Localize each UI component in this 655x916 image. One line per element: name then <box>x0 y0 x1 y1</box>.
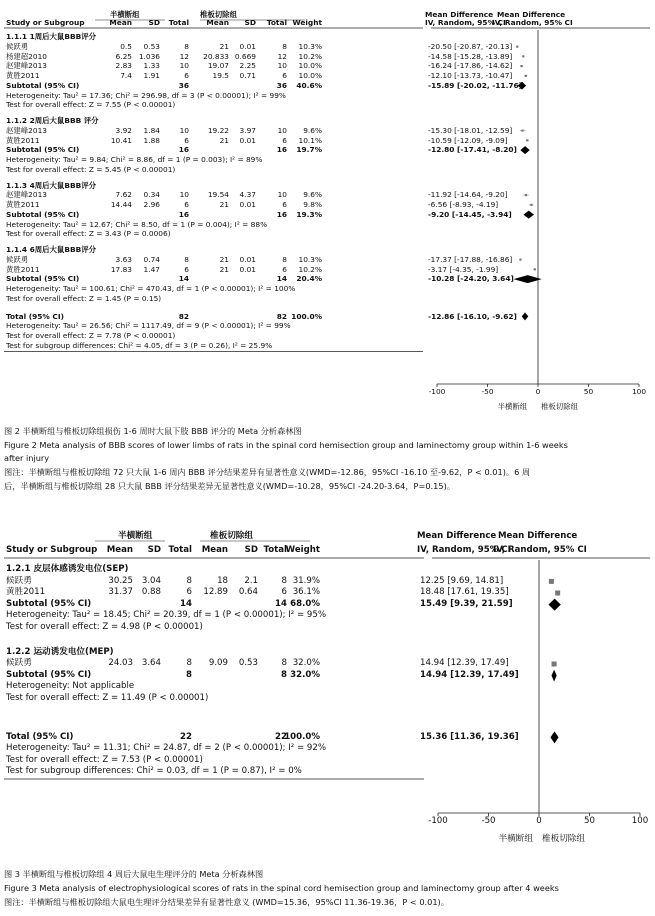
heterogeneity-text: Heterogeneity: Tau² = 18.45; Chi² = 20.39, df = 1 (P < 0.00001); I² = 95% <box>6 610 327 621</box>
subtotal-a: 16 <box>178 145 189 155</box>
total-overall-effect: Test for overall effect: Z = 7.53 (P < 0.00001) <box>6 754 203 765</box>
sd-a-cell: 3.64 <box>141 658 161 669</box>
x-tick-label: 100 <box>631 387 647 396</box>
mean-a-cell: 30.25 <box>108 575 133 586</box>
subtotal-b: 16 <box>276 145 287 155</box>
overall-effect-text: Test for overall effect: Z = 11.49 (P < 0.00001) <box>6 693 209 703</box>
sd-a-cell: 1.88 <box>143 135 160 145</box>
sd-a-cell: 1.47 <box>143 264 160 274</box>
total-b-cell: 6 <box>282 200 287 209</box>
figure3-note: 图注：半横断组与椎板切除组大鼠电生理评分结果差异有显著性意义 (WMD=15.36，95%CI 11.36-19.36，P < 0.01)。 <box>4 897 449 907</box>
figure3-caption-cn: 图 3 半横断组与椎板切除组 4 周后大鼠电生理评分的 Meta 分析森林图 <box>4 869 264 879</box>
weight-cell: 10.3% <box>298 41 322 51</box>
x-tick-label: -50 <box>481 816 496 826</box>
sd-b-cell: 0.71 <box>239 71 256 80</box>
subtotal-b: 36 <box>276 80 287 90</box>
total-heterogeneity: Heterogeneity: Tau² = 11.31; Chi² = 24.87, df = 2 (P < 0.00001); I² = 92% <box>6 743 327 754</box>
ci-cell: -20.50 [-20.87, -20.13] <box>428 41 513 51</box>
subtotal-label: Subtotal (95% CI) <box>6 80 80 90</box>
mean-a-cell: 7.4 <box>120 71 132 80</box>
weight-header: Weight <box>285 545 320 555</box>
subgroup-title: 1.2.1 皮层体感诱发电位(SEP) <box>6 564 129 574</box>
total-b-cell: 12 <box>277 51 287 61</box>
total-b-cell: 6 <box>282 71 287 80</box>
mean-b-cell: 21 <box>219 254 229 264</box>
subtotal-weight: 19.7% <box>296 145 322 155</box>
total-a-cell: 6 <box>184 200 189 209</box>
mean-b-cell: 21 <box>219 135 229 145</box>
sd-a-cell: 2.96 <box>143 200 160 209</box>
weight-cell: 9.6% <box>303 125 322 135</box>
total-b-cell: 8 <box>281 575 287 586</box>
mean-b-cell: 12.89 <box>203 587 228 598</box>
sd-b-cell: 2.1 <box>244 575 258 586</box>
sd-b-cell: 2.25 <box>239 61 256 71</box>
subtotal-label: Subtotal (95% CI) <box>6 145 80 155</box>
ci-cell: -16.24 [-17.86, -14.62] <box>428 61 513 71</box>
subgroup-title: 1.1.3 4周后大鼠BBB评分 <box>6 180 97 190</box>
ci-cell: -11.92 [-14.64, -9.20] <box>428 190 508 200</box>
total-n-a: 22 <box>180 731 192 742</box>
mean-a-cell: 10.41 <box>110 135 132 145</box>
subtotal-label: Subtotal (95% CI) <box>6 274 80 284</box>
total-weight: 100.0% <box>284 731 320 742</box>
x-tick-label: -100 <box>428 387 446 396</box>
favours-left-label: 半横断组 <box>498 834 533 844</box>
sd-b-cell: 0.01 <box>239 200 256 209</box>
subtotal-a: 8 <box>186 669 192 680</box>
mean-b-cell: 19.22 <box>207 125 229 135</box>
sd-a-cell: 0.34 <box>143 190 160 200</box>
ci-cell: -12.10 [-13.73, -10.47] <box>428 71 513 80</box>
total-b-header: Total <box>263 545 287 555</box>
total-label: Total (95% CI) <box>6 311 64 321</box>
study-name: 杨建超2010 <box>6 51 47 61</box>
weight-cell: 9.8% <box>303 200 322 209</box>
pooled-diamond <box>550 731 558 743</box>
ci-cell: -15.30 [-18.01, -12.59] <box>428 125 513 135</box>
sd-b-cell: 0.53 <box>238 658 258 669</box>
total-b-header: Total <box>266 18 287 27</box>
subtotal-ci: 15.49 [9.39, 21.59] <box>420 598 513 609</box>
weight-cell: 10.3% <box>298 254 322 264</box>
subtotal-a: 16 <box>178 209 189 219</box>
figure2-caption-en: Figure 2 Meta analysis of BBB scores of lower limbs of rats in the spinal cord hemisection group and laminectomy group within 1-6 weeks <box>4 440 568 450</box>
mean-a-header: Mean <box>109 18 132 27</box>
total-b-cell: 8 <box>282 254 287 264</box>
sd-a-cell: 3.04 <box>141 575 161 586</box>
total-a-cell: 10 <box>179 190 189 200</box>
mean-a-cell: 6.25 <box>115 51 132 61</box>
sd-a-header: SD <box>148 18 160 27</box>
pooled-diamond <box>552 670 557 682</box>
total-b-cell: 8 <box>281 658 287 669</box>
mean-a-cell: 31.37 <box>108 587 133 598</box>
subgroup-title: 1.2.2 运动诱发电位(MEP) <box>6 646 114 657</box>
total-a-cell: 6 <box>184 264 189 274</box>
weight-cell: 10.2% <box>298 51 322 61</box>
study-point-marker <box>549 579 554 584</box>
subtotal-label: Subtotal (95% CI) <box>6 669 92 680</box>
sd-a-cell: 0.53 <box>143 41 160 51</box>
study-name: 候跃勇 <box>6 41 29 51</box>
study-name: 赵建峰2013 <box>6 61 47 71</box>
total-b-cell: 8 <box>282 41 287 51</box>
x-tick-label: 0 <box>535 387 541 396</box>
subgroup-differences: Test for subgroup differences: Chi² = 0.03, df = 1 (P = 0.87), I² = 0% <box>6 766 302 777</box>
total-heterogeneity: Heterogeneity: Tau² = 26.56; Chi² = 1117.49, df = 9 (P < 0.00001); I² = 99% <box>6 321 291 331</box>
figure2-caption-cn: 图 2 半横断组与椎板切除组损伤 1-6 周时大鼠下肢 BBB 评分的 Meta 分析森林图 <box>4 426 302 436</box>
total-b-cell: 6 <box>282 264 287 274</box>
x-tick-label: 0 <box>536 816 542 826</box>
subgroup-title: 1.1.4 6周后大鼠BBB评分 <box>6 245 97 254</box>
mean-b-cell: 18 <box>217 575 228 586</box>
mean-a-cell: 2.83 <box>115 61 132 71</box>
favours-right-label: 椎板切除组 <box>542 834 585 844</box>
weight-cell: 10.0% <box>298 61 322 71</box>
mean-b-header: Mean <box>201 545 228 555</box>
mean-b-cell: 19.5 <box>212 71 229 80</box>
sd-a-cell: 1.91 <box>143 71 160 80</box>
total-a-cell: 10 <box>179 61 189 71</box>
subtotal-label: Subtotal (95% CI) <box>6 209 80 219</box>
sd-a-cell: 0.88 <box>141 587 161 598</box>
subtotal-a: 14 <box>180 598 192 609</box>
weight-cell: 31.9% <box>292 575 320 586</box>
plot-ci-method-header: IV, Random, 95% CI <box>493 545 587 555</box>
total-overall-effect: Test for overall effect: Z = 7.78 (P < 0.00001) <box>6 331 176 340</box>
heterogeneity-text: Heterogeneity: Not applicable <box>6 681 135 692</box>
weight-cell: 36.1% <box>292 587 320 598</box>
total-a-cell: 8 <box>184 254 189 264</box>
total-n-b: 82 <box>276 311 287 321</box>
x-tick-label: -50 <box>481 387 494 396</box>
total-a-cell: 8 <box>186 575 192 586</box>
sd-b-cell: 0.01 <box>239 264 256 274</box>
study-column-header: Study or Subgroup <box>6 18 85 27</box>
total-a-cell: 6 <box>184 135 189 145</box>
total-b-cell: 10 <box>277 190 287 200</box>
study-name: 黄胜2011 <box>6 135 40 145</box>
figure3-caption-en: Figure 3 Meta analysis of electrophysiological scores of rats in the spinal cord hemisection group and laminectomy group after 4 weeks <box>4 883 559 893</box>
sd-b-header: SD <box>244 545 258 555</box>
sd-b-cell: 0.64 <box>238 587 258 598</box>
subtotal-b: 16 <box>276 209 287 219</box>
total-b-cell: 6 <box>282 135 287 145</box>
subgroup-title: 1.1.2 2周后大鼠BBB 评分 <box>6 116 99 125</box>
weight-cell: 10.2% <box>298 264 322 274</box>
overall-effect-text: Test for overall effect: Z = 1.45 (P = 0.15) <box>6 293 162 303</box>
subgroup-title: 1.1.1 1周后大鼠BBB评分 <box>6 32 97 41</box>
overall-effect-text: Test for overall effect: Z = 5.45 (P < 0.00001) <box>6 164 176 174</box>
figure2-note-cont: 后，半横断组与椎板切除组 28 只大鼠 BBB 评分结果差异无显著性意义(WMD=-10.28，95%CI -24.20-3.64，P=0.15)。 <box>4 481 455 491</box>
mean-b-cell: 9.09 <box>208 658 228 669</box>
favours-left-label: 半横断组 <box>497 402 528 411</box>
study-point-marker <box>555 591 560 596</box>
x-tick-label: 100 <box>631 816 649 826</box>
subtotal-ci: -15.89 [-20.02, -11.76] <box>428 80 523 90</box>
ci-cell: 12.25 [9.69, 14.81] <box>420 575 504 586</box>
mean-difference-header: Mean Difference <box>425 10 494 19</box>
total-b-cell: 10 <box>277 125 287 135</box>
study-name: 赵建峰2013 <box>6 190 47 200</box>
subtotal-b: 8 <box>281 669 287 680</box>
sd-b-cell: 3.97 <box>239 125 256 135</box>
mean-b-cell: 19.07 <box>207 61 229 71</box>
sd-b-header: SD <box>244 18 256 27</box>
ci-cell: -14.58 [-15.28, -13.89] <box>428 51 513 61</box>
mean-a-cell: 7.62 <box>115 190 132 200</box>
heterogeneity-text: Heterogeneity: Tau² = 100.61; Chi² = 470.43, df = 1 (P < 0.00001); I² = 100% <box>6 284 296 293</box>
mean-b-cell: 21 <box>219 41 229 51</box>
overall-effect-text: Test for overall effect: Z = 7.55 (P < 0.00001) <box>6 100 176 110</box>
study-name: 黄胜2011 <box>6 71 40 80</box>
mean-a-cell: 3.63 <box>115 254 132 264</box>
ci-method-header: IV, Random, 95% CI <box>425 18 506 27</box>
ci-cell: 14.94 [12.39, 17.49] <box>420 658 509 669</box>
total-ci: -12.86 [-16.10, -9.62] <box>428 311 517 321</box>
sd-b-cell: 0.01 <box>239 135 256 145</box>
weight-header: Weight <box>292 18 322 27</box>
weight-cell: 32.0% <box>292 658 320 669</box>
mean-b-cell: 21 <box>219 264 229 274</box>
subtotal-ci: 14.94 [12.39, 17.49] <box>420 669 519 680</box>
sd-a-cell: 0.74 <box>143 254 160 264</box>
subtotal-b: 14 <box>276 274 287 284</box>
subgroup-differences: Test for subgroup differences: Chi² = 4.05, df = 3 (P = 0.26), I² = 25.9% <box>6 340 273 350</box>
total-n-a: 82 <box>178 311 189 321</box>
group-b-header: 椎板切除组 <box>210 531 253 541</box>
ci-cell: 18.48 [17.61, 19.35] <box>420 587 509 598</box>
mean-a-header: Mean <box>106 545 133 555</box>
x-tick-label: 50 <box>583 387 594 396</box>
x-tick-label: 50 <box>584 816 595 826</box>
plot-mean-difference-header: Mean Difference <box>497 10 566 19</box>
favours-right-label: 椎板切除组 <box>541 402 578 411</box>
study-name: 黄胜2011 <box>6 587 46 598</box>
total-a-cell: 8 <box>184 41 189 51</box>
weight-cell: 10.0% <box>298 71 322 80</box>
subtotal-weight: 19.3% <box>296 209 322 219</box>
overall-effect-text: Test for overall effect: Z = 3.43 (P = 0.0006) <box>6 229 171 239</box>
subtotal-ci: -9.20 [-14.45, -3.94] <box>428 209 512 219</box>
ci-cell: -17.37 [-17.88, -16.86] <box>428 254 513 264</box>
sd-a-cell: 1.036 <box>138 51 160 61</box>
subtotal-weight: 20.4% <box>296 274 322 284</box>
total-b-cell: 10 <box>277 61 287 71</box>
sd-b-cell: 0.669 <box>234 51 256 61</box>
mean-a-cell: 17.83 <box>110 264 132 274</box>
study-name: 黄胜2011 <box>6 264 40 274</box>
total-a-header: Total <box>168 545 192 555</box>
group-a-header: 半横断组 <box>118 531 153 541</box>
mean-a-cell: 24.03 <box>108 658 133 669</box>
weight-cell: 10.1% <box>298 135 322 145</box>
study-name: 候跃勇 <box>6 658 32 669</box>
sd-b-cell: 4.37 <box>239 190 256 200</box>
total-ci: 15.36 [11.36, 19.36] <box>420 731 519 742</box>
mean-b-cell: 19.54 <box>207 190 229 200</box>
total-weight: 100.0% <box>291 311 322 321</box>
ci-cell: -6.56 [-8.93, -4.19] <box>428 200 499 209</box>
total-a-cell: 10 <box>179 125 189 135</box>
mean-b-cell: 21 <box>219 200 229 209</box>
total-n-b: 22 <box>275 731 287 742</box>
figure2-note: 图注：半横断组与椎板切除组 72 只大鼠 1-6 周内 BBB 评分结果差异有显著性意义(WMD=-12.86，95%CI -16.10 至-9.62，P < 0.01)。6 周 <box>4 467 531 477</box>
study-column-header: Study or Subgroup <box>6 545 98 555</box>
subtotal-weight: 68.0% <box>290 598 320 609</box>
study-name: 赵建峰2013 <box>6 125 47 135</box>
study-name: 候跃勇 <box>6 254 29 264</box>
total-a-cell: 6 <box>186 587 192 598</box>
study-point-marker <box>552 662 557 667</box>
heterogeneity-text: Heterogeneity: Tau² = 9.84; Chi² = 8.86, df = 1 (P = 0.003); I² = 89% <box>6 155 263 164</box>
subtotal-ci: -10.28 [-24.20, 3.64] <box>428 274 514 284</box>
subtotal-a: 14 <box>178 274 189 284</box>
sd-a-header: SD <box>147 545 161 555</box>
mean-difference-header: Mean Difference <box>417 531 497 541</box>
subtotal-ci: -12.80 [-17.41, -8.20] <box>428 145 517 155</box>
mean-b-header: Mean <box>206 18 229 27</box>
overall-effect-text: Test for overall effect: Z = 4.98 (P < 0.00001) <box>6 622 203 632</box>
sd-a-cell: 1.84 <box>143 125 160 135</box>
mean-a-cell: 0.5 <box>120 41 132 51</box>
weight-cell: 9.6% <box>303 190 322 200</box>
study-name: 候跃勇 <box>6 575 32 586</box>
subtotal-b: 14 <box>275 598 287 609</box>
plot-ci-method-header: IV, Random, 95% CI <box>492 18 573 27</box>
subtotal-weight: 32.0% <box>290 669 320 680</box>
mean-a-cell: 3.92 <box>115 125 132 135</box>
pooled-diamond <box>548 599 560 611</box>
x-tick-label: -100 <box>428 816 448 826</box>
sd-b-cell: 0.01 <box>239 254 256 264</box>
heterogeneity-text: Heterogeneity: Tau² = 17.36; Chi² = 296.98, df = 3 (P < 0.00001); I² = 99% <box>6 90 286 100</box>
subtotal-label: Subtotal (95% CI) <box>6 598 92 609</box>
total-label: Total (95% CI) <box>6 731 74 742</box>
ci-cell: -3.17 [-4.35, -1.99] <box>428 264 499 274</box>
group-b-header: 椎板切除组 <box>200 10 237 19</box>
heterogeneity-text: Heterogeneity: Tau² = 12.67; Chi² = 8.50, df = 1 (P = 0.004); I² = 88% <box>6 219 268 229</box>
subtotal-a: 36 <box>178 80 189 90</box>
figure2-caption-en-cont: after injury <box>4 453 50 463</box>
sd-b-cell: 0.01 <box>239 41 256 51</box>
sd-a-cell: 1.33 <box>143 61 160 71</box>
mean-a-cell: 14.44 <box>110 200 132 209</box>
total-a-cell: 8 <box>186 658 192 669</box>
group-a-header: 半横断组 <box>110 10 140 19</box>
total-a-cell: 12 <box>179 51 189 61</box>
subtotal-weight: 40.6% <box>296 80 322 90</box>
mean-b-cell: 20.833 <box>203 51 229 61</box>
total-a-cell: 6 <box>184 71 189 80</box>
study-name: 黄胜2011 <box>6 200 40 209</box>
total-b-cell: 6 <box>281 587 287 598</box>
total-a-header: Total <box>168 18 189 27</box>
plot-mean-difference-header: Mean Difference <box>498 531 578 541</box>
ci-method-header: IV, Random, 95% CI <box>417 545 511 555</box>
ci-cell: -10.59 [-12.09, -9.09] <box>428 135 508 145</box>
